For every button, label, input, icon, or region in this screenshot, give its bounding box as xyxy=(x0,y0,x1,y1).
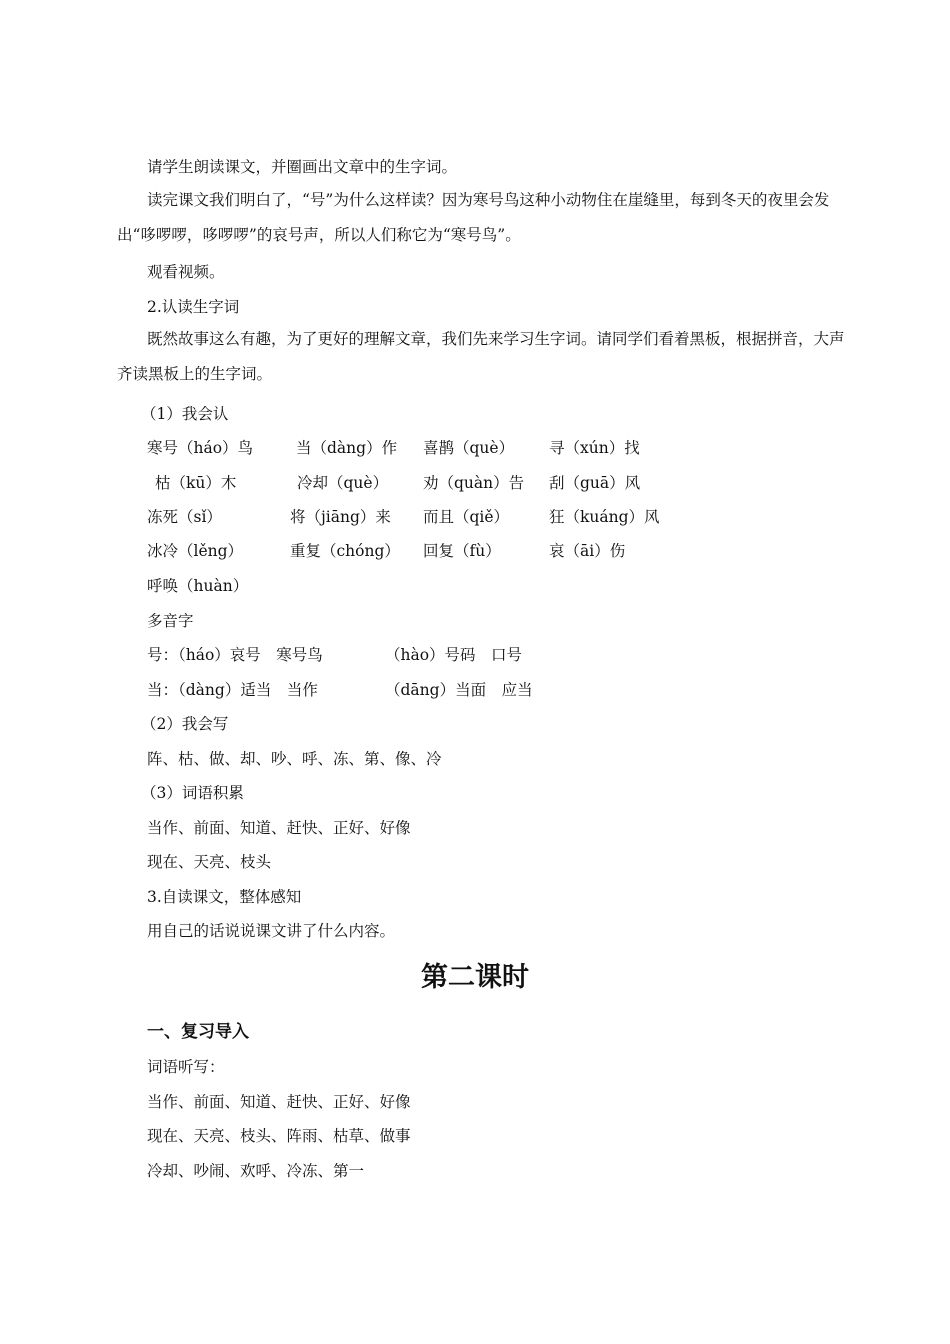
lesson-2-title: 第二课时 xyxy=(421,962,529,993)
paragraph-explanation: 读完课文我们明白了，“号”为什么这样读？因为寒号鸟这种小动物住在崖缝里，每到冬天的夜里会发出“哆啰啰，哆啰啰”的哀号声，所以人们称它为“寒号鸟”。 xyxy=(117,191,830,244)
step-3-heading: 3.自读课文，整体感知 xyxy=(147,888,302,906)
subsection-write: （2）我会写 xyxy=(141,715,229,733)
paragraph-watch-video: 观看视频。 xyxy=(147,263,225,281)
recognize-item: 哀（āi）伤 xyxy=(549,542,626,560)
recognize-item: 喜鹊（què） xyxy=(423,439,515,457)
recognize-item: 冰冷（lěng） xyxy=(147,542,244,560)
polyphonic-hao-a: 号：（háo）哀号 寒号鸟 xyxy=(147,646,323,664)
step-3-text: 用自己的话说说课文讲了什么内容。 xyxy=(147,922,396,940)
recognize-item: 重复（chóng） xyxy=(290,542,400,560)
recognize-item: 而且（qiě） xyxy=(423,508,510,526)
recognize-item: 将（jiāng）来 xyxy=(290,508,391,526)
polyphonic-hao-b: （hào）号码 口号 xyxy=(385,646,523,664)
polyphonic-dang-b: （dāng）当面 应当 xyxy=(385,681,533,699)
dictation-line-1: 当作、前面、知道、赶快、正好、好像 xyxy=(147,1093,411,1111)
recognize-item: 回复（fù） xyxy=(423,542,501,560)
recognize-item: 寻（xún）找 xyxy=(549,439,640,457)
dictation-line-2: 现在、天亮、枝头、阵雨、枯草、做事 xyxy=(147,1127,411,1145)
recognize-item: 劝（quàn）告 xyxy=(423,474,525,492)
dictation-line-3: 冷却、吵闹、欢呼、冷冻、第一 xyxy=(147,1162,365,1180)
polyphonic-label: 多音字 xyxy=(147,612,194,630)
recognize-item: 刮（guā）风 xyxy=(549,474,641,492)
recognize-item: 枯（kū）木 xyxy=(155,474,237,492)
paragraph-read-aloud: 请学生朗读课文，并圈画出文章中的生字词。 xyxy=(147,158,458,176)
recognize-item: 狂（kuáng）风 xyxy=(549,508,660,526)
recognize-item: 呼唤（huàn） xyxy=(147,577,249,595)
recognize-item: 寒号（háo）鸟 xyxy=(147,439,254,457)
subsection-recognize: （1）我会认 xyxy=(141,405,229,423)
recognize-item: 冷却（què） xyxy=(297,474,389,492)
paragraph-instructions: 既然故事这么有趣，为了更好的理解文章，我们先来学习生字词。请同学们看着黑板，根据拼音，大声齐读黑板上的生字词。 xyxy=(117,330,845,383)
accumulate-line-2: 现在、天亮、枝头 xyxy=(147,853,272,871)
polyphonic-dang-a: 当：（dàng）适当 当作 xyxy=(147,681,318,699)
section-review-heading: 一、复习导入 xyxy=(147,1022,249,1042)
write-chars: 阵、枯、做、却、吵、呼、冻、第、像、冷 xyxy=(147,750,442,768)
recognize-item: 冻死（sǐ） xyxy=(147,508,222,526)
subsection-accumulate: （3）词语积累 xyxy=(141,784,244,802)
step-2-heading: 2.认读生字词 xyxy=(147,298,240,316)
accumulate-line-1: 当作、前面、知道、赶快、正好、好像 xyxy=(147,819,411,837)
recognize-item: 当（dàng）作 xyxy=(296,439,398,457)
dictation-label: 词语听写： xyxy=(147,1058,225,1076)
